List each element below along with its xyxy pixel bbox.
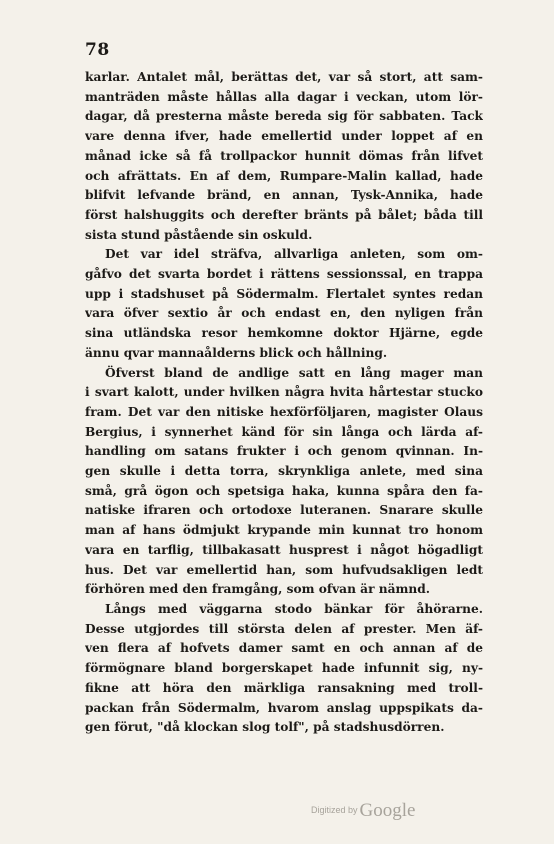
text-line: månad icke så få trollpackor hunnit dömas från lifvet: [85, 148, 483, 163]
text-line: Öfverst bland de andlige satt en lång mager man: [105, 365, 483, 380]
text-line: vare denna ifver, hade emellertid under loppet af en: [85, 129, 483, 144]
text-line: ännu qvar mannaålderns blick och hållning.: [85, 345, 388, 360]
text-line: Bergius, i synnerhet känd för sin långa och lärda af-: [85, 424, 483, 439]
text-line: Desse utgjordes till största delen af prester. Men äf-: [85, 621, 483, 636]
text-line: först halshuggits och derefter bränts på bålet; båda till: [85, 207, 483, 222]
text-line: i svart kalott, under hvilken några hvita hårtestar stucko: [85, 385, 483, 400]
text-line: upp i stadshuset på Södermalm. Flertalet syntes redan: [85, 286, 483, 301]
text-line: dagar, då presterna måste bereda sig för sabbaten. Tack: [85, 109, 483, 124]
text-line: fikne att höra den märkliga ransakning med troll-: [85, 680, 483, 695]
text-line: gåfvo det svarta bordet i rättens sessionssal, en trappa: [85, 267, 483, 282]
page-number: 78: [85, 40, 110, 60]
text-line: små, grå ögon och spetsiga haka, kunna spåra den fa-: [85, 483, 483, 498]
text-line: karlar. Antalet mål, berättas det, var så stort, att sam-: [85, 70, 483, 84]
text-line: natiske ifraren och ortodoxe luteranen. Snarare skulle: [85, 503, 483, 518]
text-line: vara öfver sextio år och endast en, den nyligen från: [85, 306, 483, 321]
digitized-watermark: [311, 800, 415, 822]
text-line: sista stund påstående sin oskuld.: [85, 227, 313, 242]
paragraph: [85, 245, 483, 363]
text-line: gen förut, "då klockan slog tolf", på stadshusdörren.: [85, 720, 445, 735]
text-line: och afrättats. En af dem, Rumpare-Malin kallad, hade: [85, 168, 483, 183]
text-line: förhören med den framgång, som ofvan är nämnd.: [85, 582, 431, 597]
text-line: vara en tarflig, tillbakasatt husprest i något högadligt: [85, 542, 483, 557]
text-line: sina utländska resor hemkomne doktor Hjärne, egde: [85, 326, 483, 341]
text-line: ven flera af hofvets damer samt en och annan af de: [85, 641, 483, 656]
text-line: förmögnare bland borgerskapet hade infunnit sig, ny-: [85, 661, 483, 676]
paragraph: [85, 68, 483, 245]
text-line: Det var idel sträfva, allvarliga anleten, som om-: [105, 247, 483, 262]
body-text: [85, 68, 483, 738]
text-line: hus. Det var emellertid han, som hufvudsakligen ledt: [85, 562, 483, 577]
text-line: gen skulle i detta torra, skrynkliga anlete, med sina: [85, 464, 483, 479]
paragraph: [85, 600, 483, 738]
digitized-by-label: Digitized by: [311, 805, 358, 815]
text-line: man af hans ödmjukt krypande min kunnat tro honom: [85, 523, 483, 538]
text-line: fram. Det var den nitiske hexförföljaren, magister Olaus: [85, 404, 483, 419]
text-line: packan från Södermalm, hvarom anslag uppspikats da-: [85, 700, 483, 715]
text-line: handling om satans frukter i och genom qvinnan. In-: [85, 444, 483, 459]
text-line: Långs med väggarna stodo bänkar för åhörarne.: [105, 601, 483, 616]
text-line: manträden måste hållas alla dagar i veckan, utom lör-: [85, 89, 483, 104]
text-line: blifvit lefvande bränd, en annan, Tysk-Annika, hade: [85, 188, 483, 203]
paragraph: [85, 364, 483, 600]
google-logo-text: Google: [359, 800, 416, 821]
